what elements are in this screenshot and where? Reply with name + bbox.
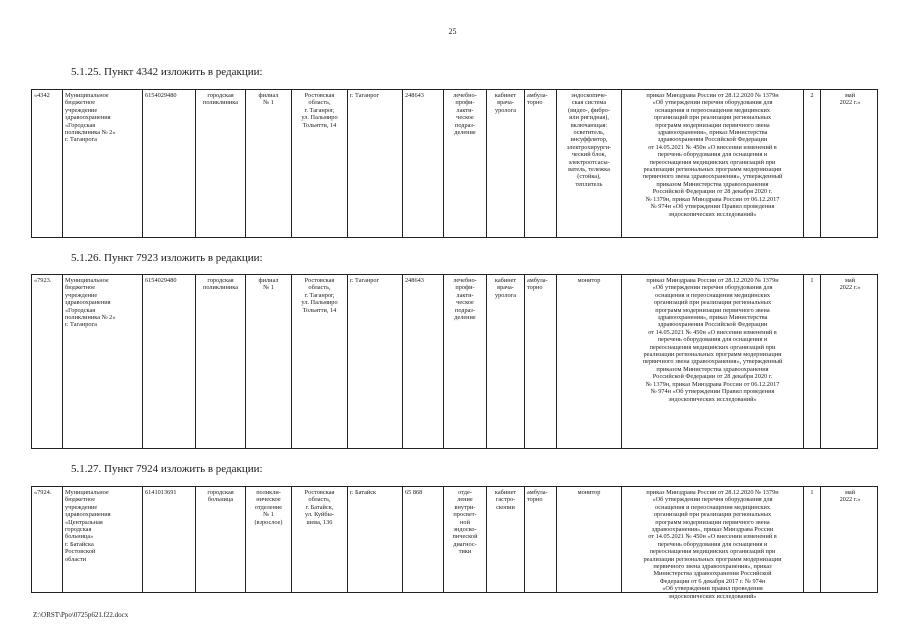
organization-name: Муниципальное бюджетное учреждение здравоохранения «Городская поликлиника № 2» г. Таганрога	[63, 275, 143, 448]
population: 248643	[403, 90, 444, 237]
department: отде- ление внутри- просвет- ной эндоско- пической диагнос- тики	[444, 487, 487, 592]
inn: 6141013691	[143, 487, 196, 592]
department: лечебно- профи- лакти- ческое подраз- деление	[444, 90, 487, 237]
footer-file-path: Z:\ORST\Ppo\0725p621.f22.docx	[33, 611, 129, 619]
care-form: амбула- торно	[525, 275, 557, 448]
city: г. Таганрог	[348, 90, 403, 237]
room: кабинет гастро- скопии	[487, 487, 525, 592]
address: Ростовская область, г. Таганрог, ул. Пальмиро Тольятти, 14	[292, 275, 348, 448]
equipment: эндоскопиче- ская система (видео-, фибро- или ригидная), включающая: осветитель, инсуффлятор, электрохирурги- ческий блок, электроотсасы- ватель, тележка (стойка), теплитель	[557, 90, 622, 237]
quantity: 2	[804, 90, 821, 237]
city: г. Батайск	[348, 487, 403, 592]
amendment-table	[31, 486, 878, 600]
room: кабинет врача- уролога	[487, 90, 525, 237]
quantity: 1	[804, 487, 821, 592]
institution-type: городская поликлиника	[196, 275, 246, 448]
quantity: 1	[804, 275, 821, 448]
legal-basis: приказ Минздрава России от 28.12.2020 № 1379н «Об утверждении перечня оборудования для оснащения и переоснащения медицинских организаций при реализации региональных программ модернизации первичного звена здравоохранения», приказ Министерства здравоохранения Российской Федерации от 14.05.2021 № 450н «О внесении изменений в перечень оборудования для оснащения и переоснащения медицинских организаций при реализации региональных программ модернизации первичного звена здравоохранения», утвержденный приказом Министерства здравоохранения Российской Федерации от 28 декабря 2020 г. № 1379н, приказ Минздрава России от 06.12.2017 № 974н «Об утверждении Правил проведения эндоскопических исследований»	[622, 90, 804, 237]
care-form: амбула- торно	[525, 90, 557, 237]
branch: поликли- ническое отделение № 1 (взрослое)	[246, 487, 292, 592]
section-heading: 5.1.25. Пункт 4342 изложить в редакции:	[71, 66, 263, 78]
department: лечебно- профи- лакти- ческое подраз- деление	[444, 275, 487, 448]
row-number: «7923.	[32, 275, 63, 448]
care-form: амбула- торно	[525, 487, 557, 592]
room: кабинет врача- уролога	[487, 275, 525, 448]
inn: 6154029480	[143, 90, 196, 237]
branch: филиал № 1	[246, 90, 292, 237]
row-number: «7924.	[32, 487, 63, 592]
population: 248643	[403, 275, 444, 448]
section-heading: 5.1.27. Пункт 7924 изложить в редакции:	[71, 463, 263, 475]
legal-basis: приказ Минздрава России от 28.12.2020 № 1379н «Об утверждении перечня оборудования для оснащения и переоснащения медицинских организаций при реализации региональных программ модернизации первичного звена здравоохранения», приказ Минздрава России от 14.05.2021 № 450н «О внесении изменений в перечень оборудования для оснащения и переоснащения медицинских организаций при реализации региональных программ модернизации первичного звена здравоохранения», приказ Министерства здравоохранения Российской Федерации от 6 декабря 2017 г. № 974н «Об утверждении правил проведения эндоскопических исследований»	[622, 487, 804, 592]
equipment: монитор	[557, 487, 622, 592]
legal-basis: приказ Минздрава России от 28.12.2020 № 1379н «Об утверждении перечня оборудования для оснащения и переоснащения медицинских организаций при реализации региональных программ модернизации первичного звена здравоохранения», приказ Министерства здравоохранения Российской Федерации от 14.05.2021 № 450н «О внесении изменений в перечень оборудования для оснащения и переоснащения медицинских организаций при реализации региональных программ модернизации первичного звена здравоохранения», утвержденный приказом Министерства здравоохранения Российской Федерации от 28 декабря 2020 г. № 1379н, приказ Минздрава России от 06.12.2017 № 974н «Об утверждении Правил проведения эндоскопических исследований»	[622, 275, 804, 448]
equipment: монитор	[557, 275, 622, 448]
section-heading: 5.1.26. Пункт 7923 изложить в редакции:	[71, 252, 263, 264]
institution-type: городская больница	[196, 487, 246, 592]
institution-type: городская поликлиника	[196, 90, 246, 237]
branch: филиал № 1	[246, 275, 292, 448]
inn: 6154029480	[143, 275, 196, 448]
city: г. Таганрог	[348, 275, 403, 448]
deadline: май 2022 г.»	[839, 92, 861, 107]
deadline: май 2022 г.»	[839, 277, 861, 292]
organization-name: Муниципальное бюджетное учреждение здравоохранения «Центральная городская больница» г. Батайска Ростовской области	[63, 487, 143, 592]
address: Ростовская область, г. Батайск, ул. Куйбы- шева, 136	[292, 487, 348, 592]
address: Ростовская область, г. Таганрог, ул. Пальмиро Тольятти, 14	[292, 90, 348, 237]
amendment-table	[31, 89, 878, 238]
page-number: 25	[448, 27, 457, 36]
organization-name: Муниципальное бюджетное учреждение здравоохранения «Городская поликлиника № 2» г. Таганрога	[63, 90, 143, 237]
population: 65 868	[403, 487, 444, 592]
row-number: «4342	[32, 90, 63, 237]
amendment-table	[31, 274, 878, 449]
deadline: май 2022 г.»	[839, 489, 861, 504]
